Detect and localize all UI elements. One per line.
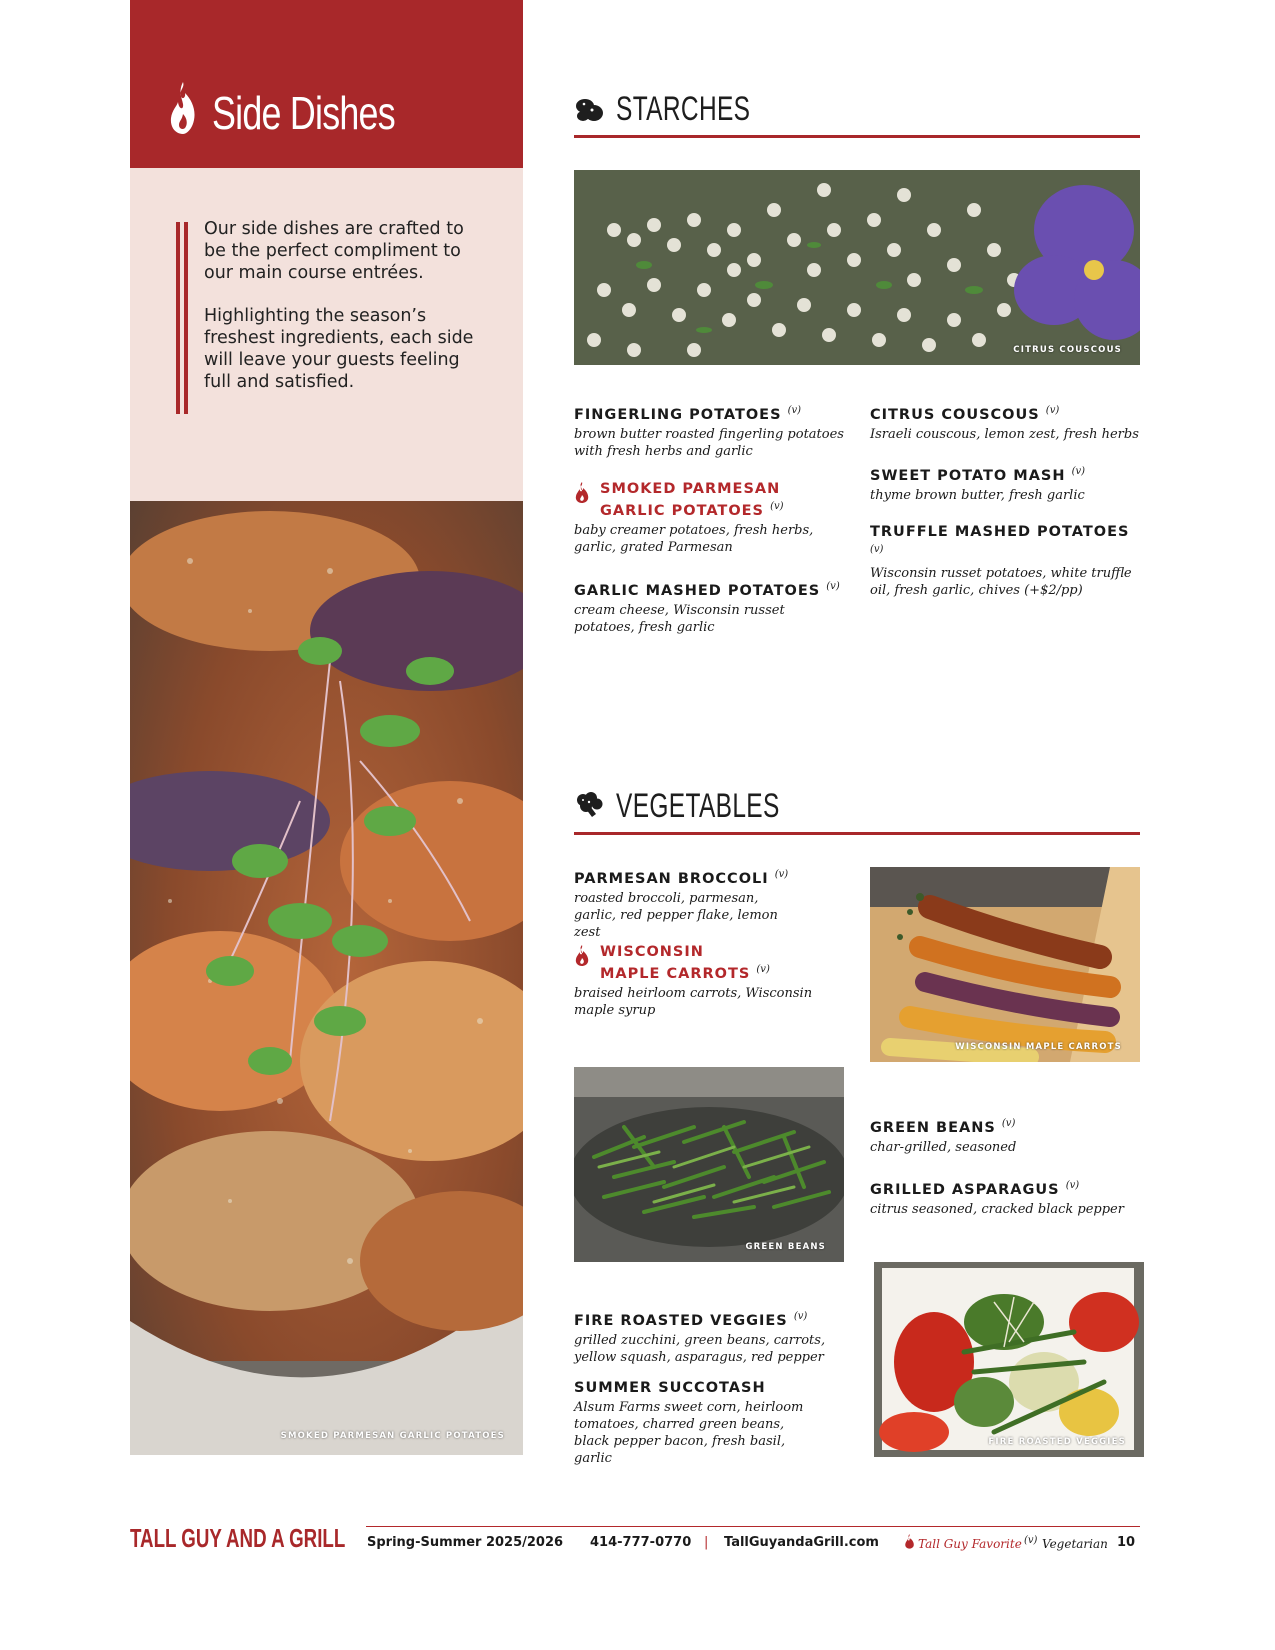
vegetarian-mark: (v) [1065,1180,1080,1191]
menu-item [870,402,1145,443]
item-name: CITRUS COUSCOUS [870,406,1040,423]
item-name: FIRE ROASTED VEGGIES [574,1312,788,1329]
intro-bar-outer [176,222,180,414]
broccoli-icon [574,791,604,821]
favorite-flame-icon [574,481,590,503]
item-name: TRUFFLE MASHED POTATOES [870,524,1130,540]
intro-paragraph: Highlighting the season’s freshest ingredients, each side will leave your guests feeling full and satisfied. [204,306,474,392]
item-description: grilled zucchini, green beans, carrots, yellow squash, asparagus, red pepper [574,1332,826,1365]
item-name: PARMESAN BROCCOLI [574,870,769,887]
photo-caption: GREEN BEANS [745,1242,826,1252]
menu-item [574,1308,844,1366]
vegetarian-mark: (v) [826,581,840,592]
item-description: char-grilled, seasoned [870,1139,1017,1155]
item-description: citrus seasoned, cracked black pepper [870,1201,1124,1217]
smoked-potatoes-photo [130,501,523,1455]
item-name: SWEET POTATO MASH [870,467,1066,484]
item-description: baby creamer potatoes, fresh herbs, garlic, grated Parmesan [574,522,814,555]
footer-season: Spring-Summer 2025/2026 [367,1535,564,1550]
vegetarian-mark: (v) [793,1311,808,1322]
menu-item-favorite [574,481,844,556]
item-description: thyme brown butter, fresh garlic [870,487,1085,503]
photo-caption: FIRE ROASTED VEGGIES [988,1437,1126,1447]
vegetables-title: VEGETABLES [616,787,780,825]
item-name-line1: SMOKED PARMESAN [600,481,781,497]
item-name-line1: WISCONSIN [600,944,704,960]
item-description: Alsum Farms sweet corn, heirloom tomatoes, charred green beans, black pepper bacon, fresh basil, garlic [574,1400,804,1466]
photo-caption: WISCONSIN MAPLE CARROTS [955,1042,1122,1052]
legend-favorite: Tall Guy Favorite [918,1537,1022,1551]
menu-item [574,866,844,941]
item-name: GARLIC MASHED POTATOES [574,582,821,599]
item-description: brown butter roasted fingerling potatoes with fresh herbs and garlic [574,426,844,459]
starches-title: STARCHES [616,90,751,128]
vegetarian-mark: (v) [756,964,770,975]
favorite-flame-icon [574,944,590,966]
item-name: SUMMER SUCCOTASH [574,1380,766,1396]
item-name: FINGERLING POTATOES [574,406,782,423]
menu-item [574,402,844,460]
menu-item [574,578,844,636]
legend-vegetarian: Vegetarian [1042,1537,1108,1551]
menu-item [870,463,1145,504]
menu-item [574,1380,844,1467]
favorite-flame-icon [904,1533,915,1549]
footer-separator: | [704,1535,709,1550]
intro-paragraph: Our side dishes are crafted to be the perfect compliment to our main course entrées. [204,219,464,283]
legend-veg-mark: (v) [1024,1535,1038,1546]
item-description: Israeli couscous, lemon zest, fresh herbs [870,426,1139,442]
item-description: Wisconsin russet potatoes, white truffle oil, fresh garlic, chives (+$2/pp) [870,565,1132,598]
fire-roasted-veggies-photo [874,1262,1144,1457]
maple-carrots-photo [870,867,1140,1062]
footer-phone[interactable]: 414-777-0770 [590,1535,692,1550]
photo-caption: CITRUS COUSCOUS [1013,345,1122,355]
item-name-line2: MAPLE CARROTS [600,965,751,982]
intro-text [204,218,474,414]
page-number: 10 [1117,1535,1136,1550]
item-description: roasted broccoli, parmesan, garlic, red pepper flake, lemon zest [574,890,778,940]
item-description: braised heirloom carrots, Wisconsin maple syrup [574,985,813,1018]
section-rule [574,832,1140,835]
vegetarian-mark: (v) [870,544,884,555]
flame-icon [168,80,198,136]
vegetarian-mark: (v) [1045,405,1060,416]
vegetarian-mark: (v) [1071,466,1086,477]
vegetarian-mark: (v) [770,501,784,512]
vegetarian-mark: (v) [1001,1118,1016,1129]
item-name-line2: GARLIC POTATOES [600,502,764,519]
footer-website[interactable]: TallGuyandaGrill.com [724,1535,879,1550]
item-description: cream cheese, Wisconsin russet potatoes, fresh garlic [574,602,785,635]
page-title: Side Dishes [212,87,395,139]
citrus-couscous-photo [574,170,1140,365]
intro-bar-inner [184,222,188,414]
item-name: GRILLED ASPARAGUS [870,1181,1060,1198]
menu-item-favorite [574,944,844,1019]
green-beans-photo [574,1067,844,1262]
footer-rule [366,1526,1140,1527]
potato-icon [574,94,604,124]
menu-item [870,524,1145,599]
vegetarian-mark: (v) [787,405,802,416]
photo-caption: SMOKED PARMESAN GARLIC POTATOES [280,1431,505,1441]
menu-item [870,1115,1145,1156]
vegetarian-mark: (v) [774,869,789,880]
item-name: GREEN BEANS [870,1119,996,1136]
menu-item [870,1177,1145,1218]
brand-logo: TALL GUY AND A GRILL [130,1523,346,1553]
section-rule [574,135,1140,138]
